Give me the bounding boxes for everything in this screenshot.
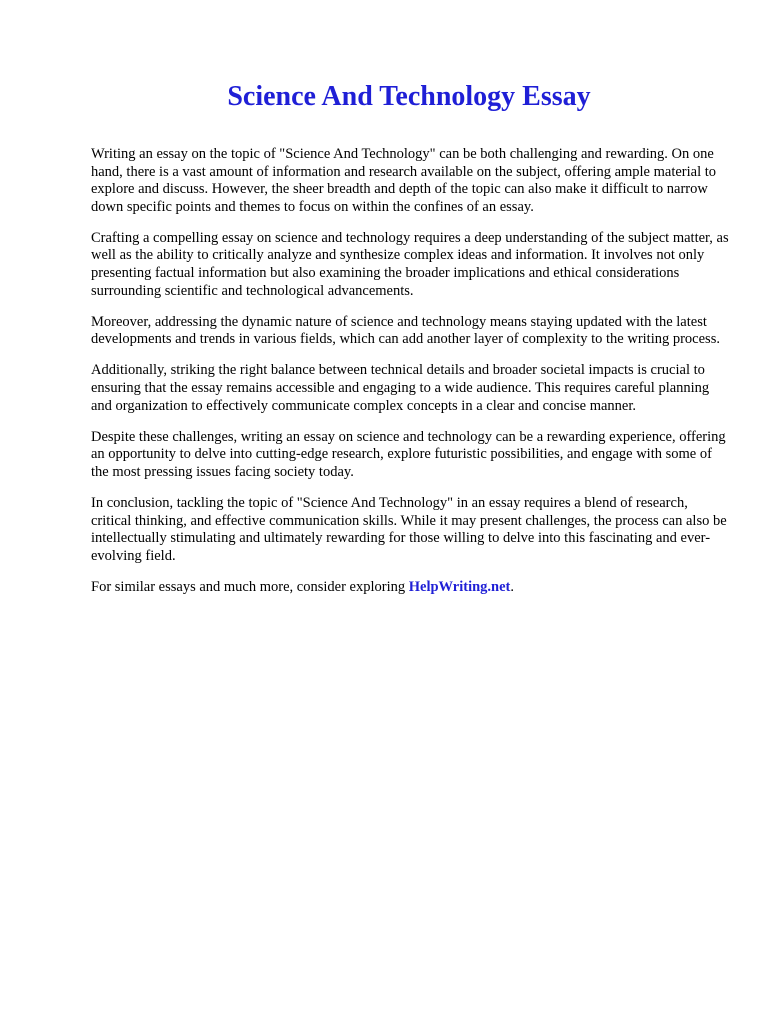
paragraph-5: Despite these challenges, writing an essay on science and technology can be a rewarding experience, offering an opportunity to delve into cutting-edge research, explore futuristic possibilities, and engage with some of the most pressing issues facing society today.: [91, 428, 726, 480]
paragraph-2: Crafting a compelling essay on science and technology requires a deep understanding of the subject matter, as well as the ability to critically analyze and synthesize complex ideas and information. It involves not only presenting factual information but also examining the broader implications and ethical considerations surrounding scientific and technological advancements.: [91, 229, 729, 299]
closing-paragraph: [91, 579, 731, 597]
document-body: [91, 146, 731, 610]
paragraph-4: Additionally, striking the right balance between technical details and broader societal impacts is crucial to ensuring that the essay remains accessible and engaging to a wide audience. This requires careful planning and organization to effectively communicate complex concepts in a clear and concise manner.: [91, 362, 710, 414]
paragraph-6: In conclusion, tackling the topic of "Science And Technology" in an essay requires a blend of research, critical thinking, and effective communication skills. While it may present challenges, the process can also be intellectually stimulating and ultimately rewarding for those willing to delve into this fascinating and ever-evolving field.: [91, 495, 727, 564]
paragraph-3: Moreover, addressing the dynamic nature of science and technology means staying updated with the latest developments and trends in various fields, which can add another layer of complexity to the writing process.: [91, 313, 720, 348]
paragraph-1: Writing an essay on the topic of "Science And Technology" can be both challenging and rewarding. On one hand, there is a vast amount of information and research available on the subject, offering ample material to explore and discuss. However, the sheer breadth and depth of the topic can also make it difficult to narrow down specific points and themes to focus on within the confines of an essay.: [91, 146, 717, 215]
closing-suffix: .: [510, 578, 514, 595]
document-title: Science And Technology Essay: [227, 81, 591, 112]
helpwriting-link[interactable]: HelpWriting.net: [408, 578, 511, 595]
closing-prefix: For similar essays and much more, consider exploring: [91, 578, 409, 595]
